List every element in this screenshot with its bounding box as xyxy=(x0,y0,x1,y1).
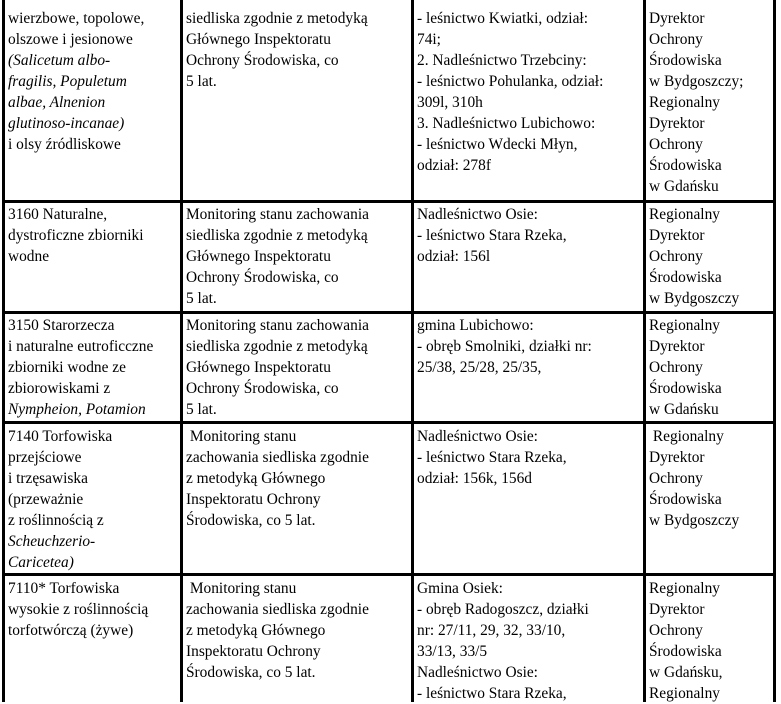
table-border-col1 xyxy=(180,0,183,702)
table-border-right xyxy=(773,0,776,702)
table-border-left xyxy=(2,0,5,702)
table-cell-responsible: Regionalny Dyrektor Ochrony Środowiska w Bydgoszczy xyxy=(649,206,740,307)
table-cell-location: - leśnictwo Kwiatki, odział: 74i; 2. Nadleśnictwo Trzebciny: - leśnictwo Pohulanka, odział: 309l, 310h 3. Nadleśnictwo Lubichowo: - leśnictwo Wdecki Młyn, odział: 278f xyxy=(417,10,604,174)
table-cell-responsible: Regionalny Dyrektor Ochrony Środowiska w Bydgoszczy xyxy=(649,428,740,529)
table-border-col2 xyxy=(411,0,414,702)
table-cell-location: gmina Lubichowo: - obręb Smolniki, działki nr: 25/38, 25/28, 25/35, xyxy=(417,317,592,376)
table-cell-habitat: 3150 Starorzecza i naturalne eutroficczne zbiorniki wodne ze zbiorowiskami z Nympheion, Potamion xyxy=(8,317,154,418)
table-cell-activity: Monitoring stanu zachowania siedliska zgodnie z metodyką Głównego Inspektoratu Ochrony Środowiska, co 5 lat. xyxy=(186,580,369,681)
table-cell-responsible: Regionalny Dyrektor Ochrony Środowiska w Gdańsku xyxy=(649,317,722,418)
table-cell-habitat: 7140 Torfowiska przejściowe i trzęsawiska (przeważnie z roślinnością z Scheuchzerio- Caricetea) xyxy=(8,428,113,571)
table-cell-habitat: 3160 Naturalne, dystroficzne zbiorniki wodne xyxy=(8,206,144,265)
table-cell-activity: Monitoring stanu zachowania siedliska zgodnie z metodyką Głównego Inspektoratu Ochrony Środowiska, co 5 lat. xyxy=(186,206,369,307)
row-border xyxy=(2,200,776,203)
table-cell-activity: siedliska zgodnie z metodyką Głównego Inspektoratu Ochrony Środowiska, co 5 lat. xyxy=(186,10,368,90)
row-border xyxy=(2,573,776,576)
table-cell-location: Gmina Osiek: - obręb Radogoszcz, działki nr: 27/11, 29, 32, 33/10, 33/13, 33/5 Nadleśnictwo Osie: - leśnictwo Stara Rzeka, xyxy=(417,580,589,702)
table-cell-habitat: wierzbowe, topolowe, olszowe i jesionowe (Salicetum albo- fragilis, Populetum albae, Alnenion glutinoso-incanae) i olsy źródliskowe xyxy=(8,10,145,153)
row-border xyxy=(2,311,776,314)
table-cell-responsible: Dyrektor Ochrony Środowiska w Bydgoszczy; Regionalny Dyrektor Ochrony Środowiska w Gdańsku xyxy=(649,10,744,195)
table-cell-habitat: 7110* Torfowiska wysokie z roślinnością torfotwórczą (żywe) xyxy=(8,580,149,639)
table-cell-location: Nadleśnictwo Osie: - leśnictwo Stara Rzeka, odział: 156k, 156d xyxy=(417,428,567,487)
table-cell-responsible: Regionalny Dyrektor Ochrony Środowiska w Gdańsku, Regionalny xyxy=(649,580,723,702)
table-border-col3 xyxy=(643,0,646,702)
table-cell-location: Nadleśnictwo Osie: - leśnictwo Stara Rzeka, odział: 156l xyxy=(417,206,567,265)
row-border xyxy=(2,421,776,424)
table-cell-activity: Monitoring stanu zachowania siedliska zgodnie z metodyką Głównego Inspektoratu Ochrony Środowiska, co 5 lat. xyxy=(186,428,369,529)
table-cell-activity: Monitoring stanu zachowania siedliska zgodnie z metodyką Głównego Inspektoratu Ochrony Środowiska, co 5 lat. xyxy=(186,317,369,418)
